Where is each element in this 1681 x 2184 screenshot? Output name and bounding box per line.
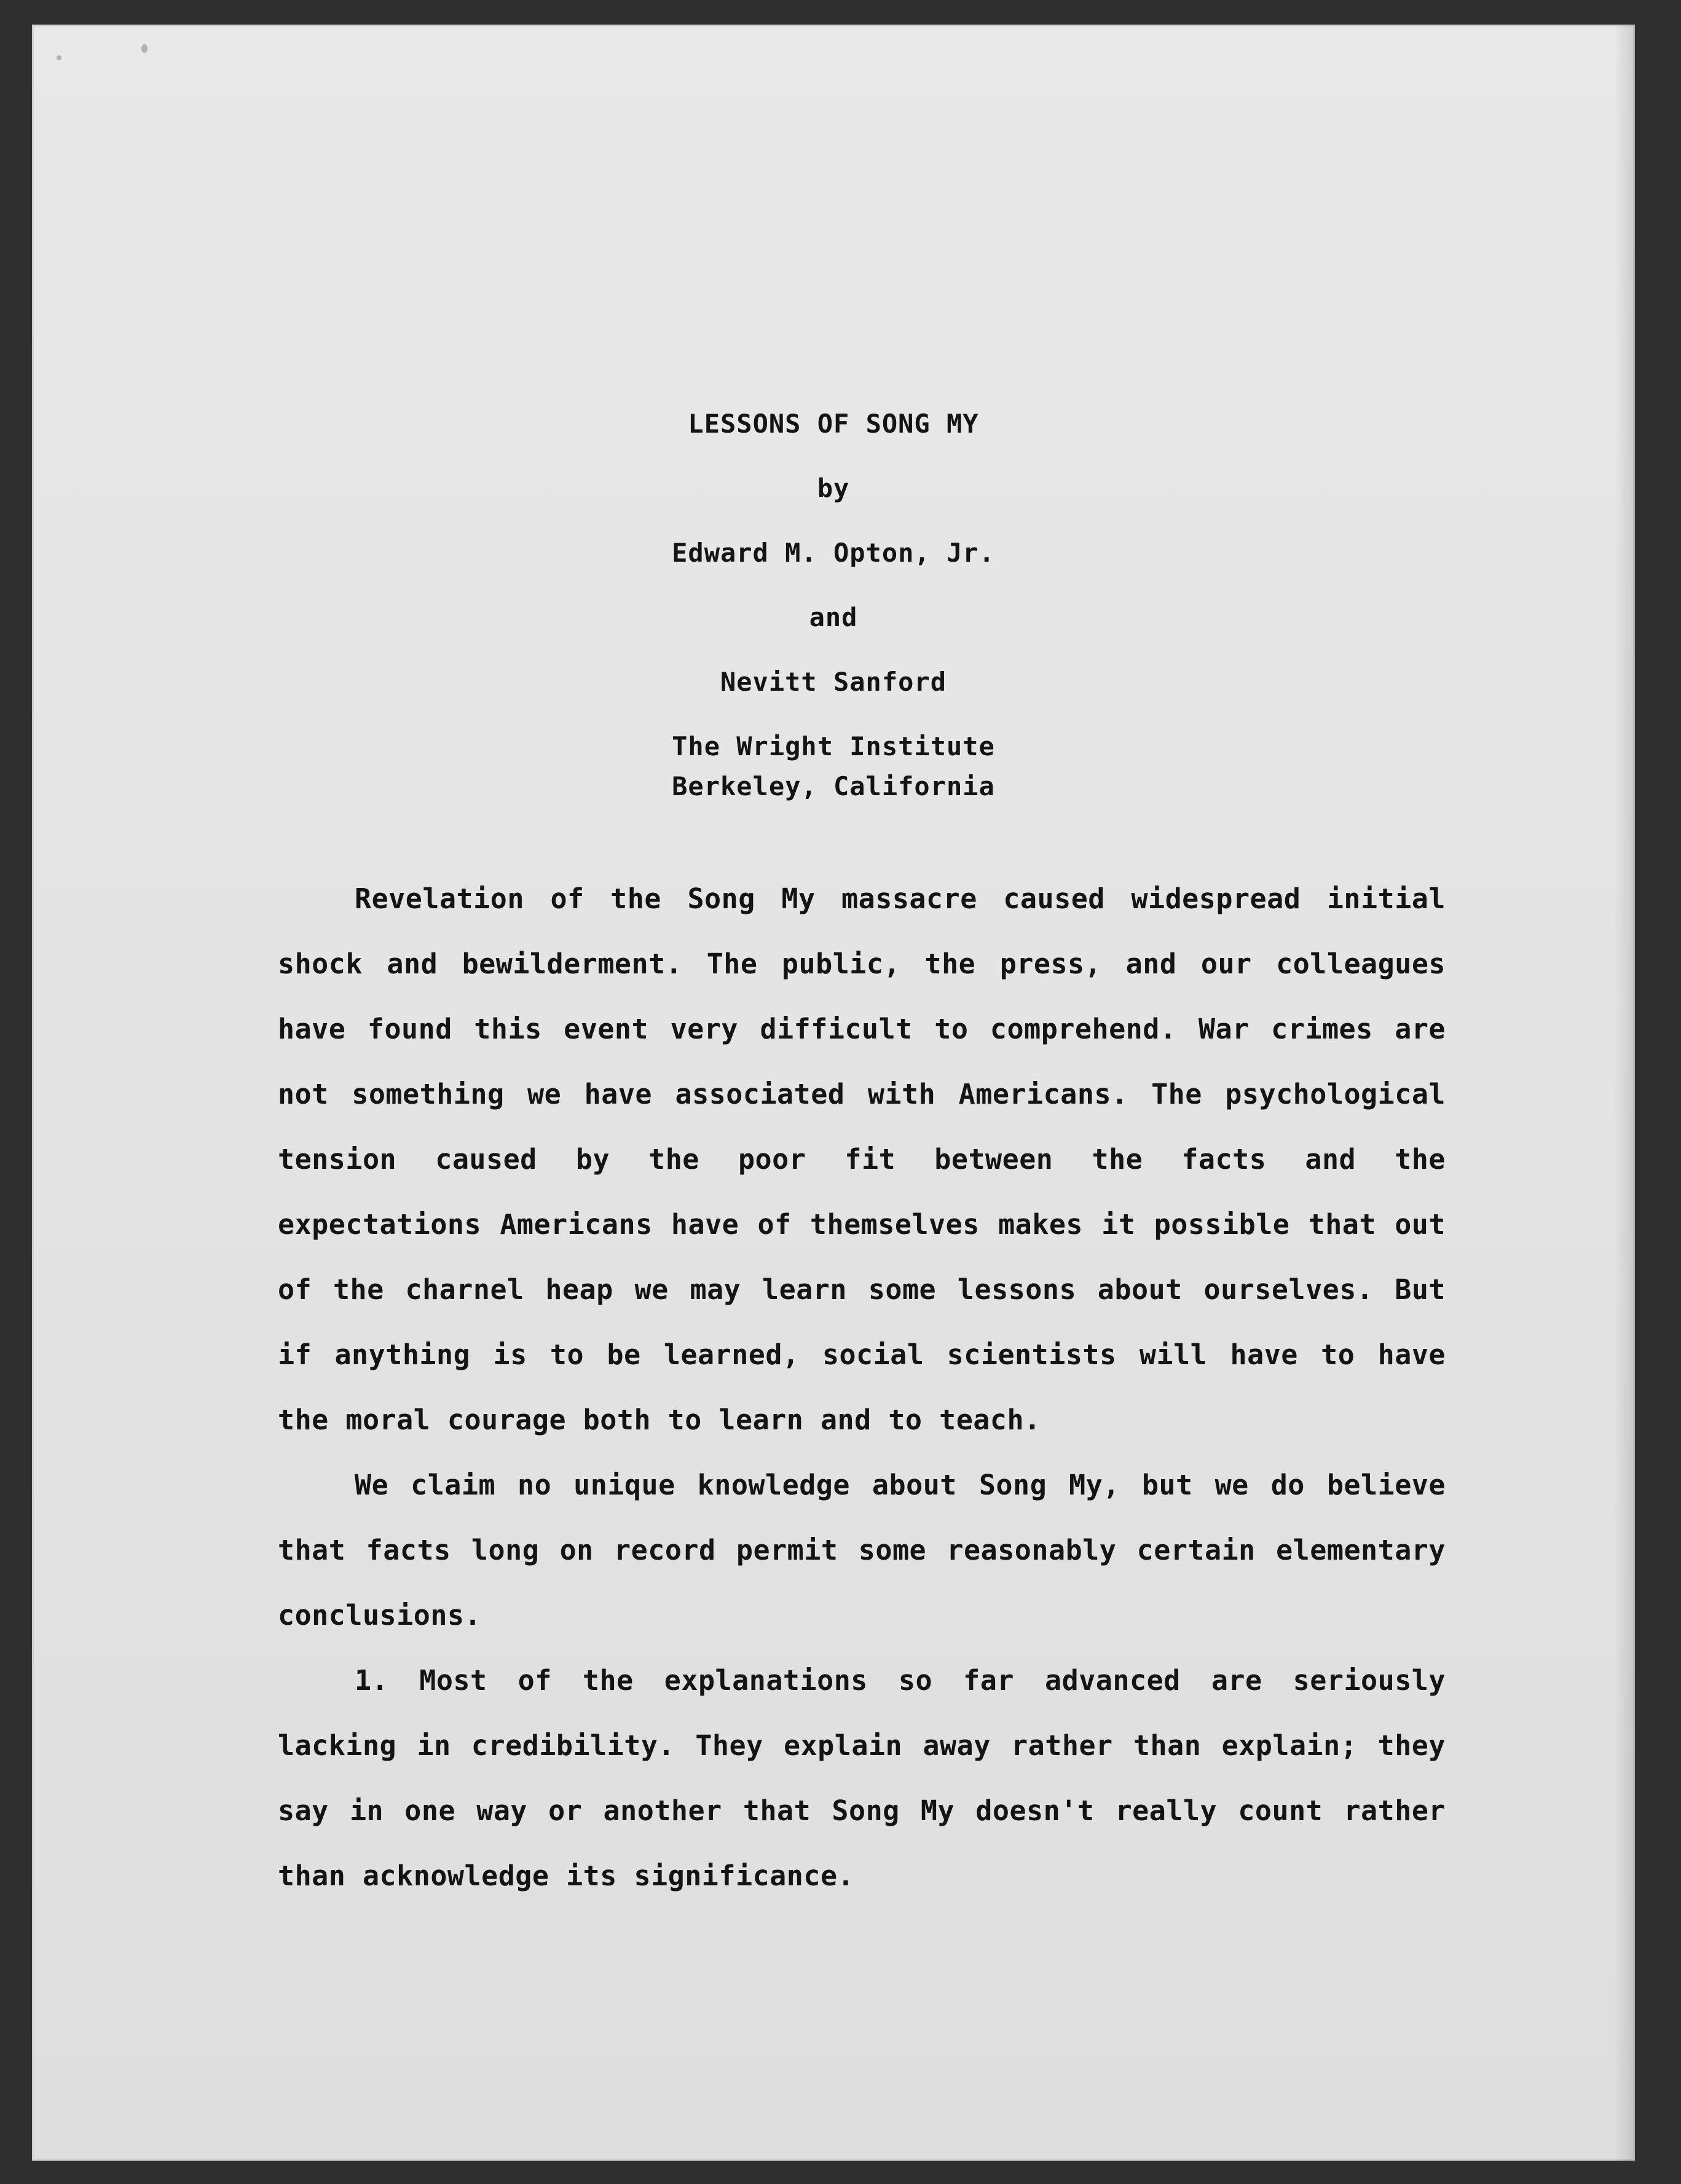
- author-name-2: Nevitt Sanford: [720, 667, 947, 697]
- paragraph-intro: Revelation of the Song My massacre caused widespread initial shock and bewilderment. The public, the press, and our colleagues have found this event very difficult to comprehend. War crimes are not something we have associated with Americans. The psychological tension caused by the poor fit between the facts and the expectations Americans have of themselves makes it possible that out of the charnel heap we may learn some lessons about ourselves. But if anything is to be learned, social scientists will have to have the moral courage both to learn and to teach.: [278, 882, 1446, 1436]
- document-title: LESSONS OF SONG MY: [688, 409, 979, 439]
- byline-by: by: [817, 473, 850, 503]
- body-text: [278, 866, 1446, 1909]
- paragraph-point-1: 1. Most of the explanations so far advanced are seriously lacking in credibility. They explain away rather than explain; they say in one way or another that Song My doesn't really count rather than acknowledge its significance.: [278, 1664, 1446, 1892]
- paper-speck: [57, 55, 61, 60]
- byline-and: and: [809, 602, 858, 632]
- institution-name: The Wright Institute: [672, 731, 995, 761]
- paper-speck: [141, 44, 148, 53]
- institution-location: Berkeley, California: [672, 771, 995, 801]
- document-page: [32, 25, 1635, 2161]
- paragraph-claim: We claim no unique knowledge about Song My, but we do believe that facts long on record permit some reasonably certain elementary conclusions.: [278, 1469, 1446, 1632]
- page-edge-shadow: [1614, 25, 1635, 2161]
- author-name-1: Edward M. Opton, Jr.: [672, 538, 995, 568]
